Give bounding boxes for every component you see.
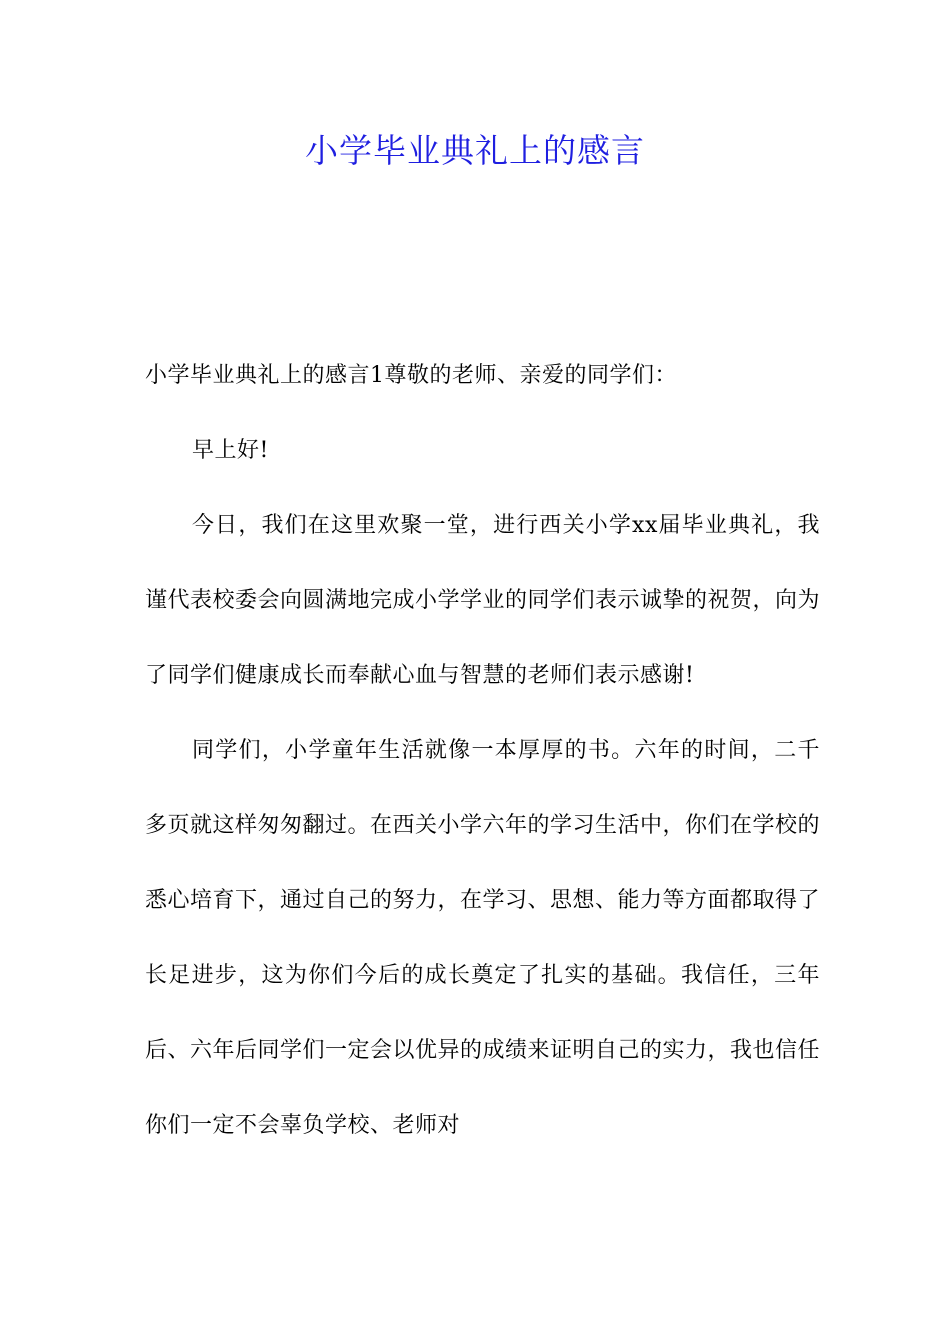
greeting-paragraph: 早上好!: [192, 438, 269, 463]
opening-line: 小学毕业典礼上的感言1尊敬的老师、亲爱的同学们：: [145, 363, 677, 388]
document-body: [145, 338, 820, 1163]
welcome-paragraph: 今日，我们在这里欢聚一堂，进行西关小学xx届毕业典礼，我谨代表校委会向圆满地完成小学学业的同学们表示诚挚的祝贺，向为了同学们健康成长而奉献心血与智慧的老师们表示感谢!: [145, 513, 821, 688]
reflection-paragraph: 同学们，小学童年生活就像一本厚厚的书。六年的时间，二千多页就这样匆匆翻过。在西关小学六年的学习生活中，你们在学校的悉心培育下，通过自己的努力，在学习、思想、能力等方面都取得了长足进步，这为你们今后的成长奠定了扎实的基础。我信任，三年后、六年后同学们一定会以优异的成绩来证明自己的实力，我也信任你们一定不会辜负学校、老师对: [145, 738, 821, 1138]
document-title: 小学毕业典礼上的感言: [305, 131, 645, 170]
